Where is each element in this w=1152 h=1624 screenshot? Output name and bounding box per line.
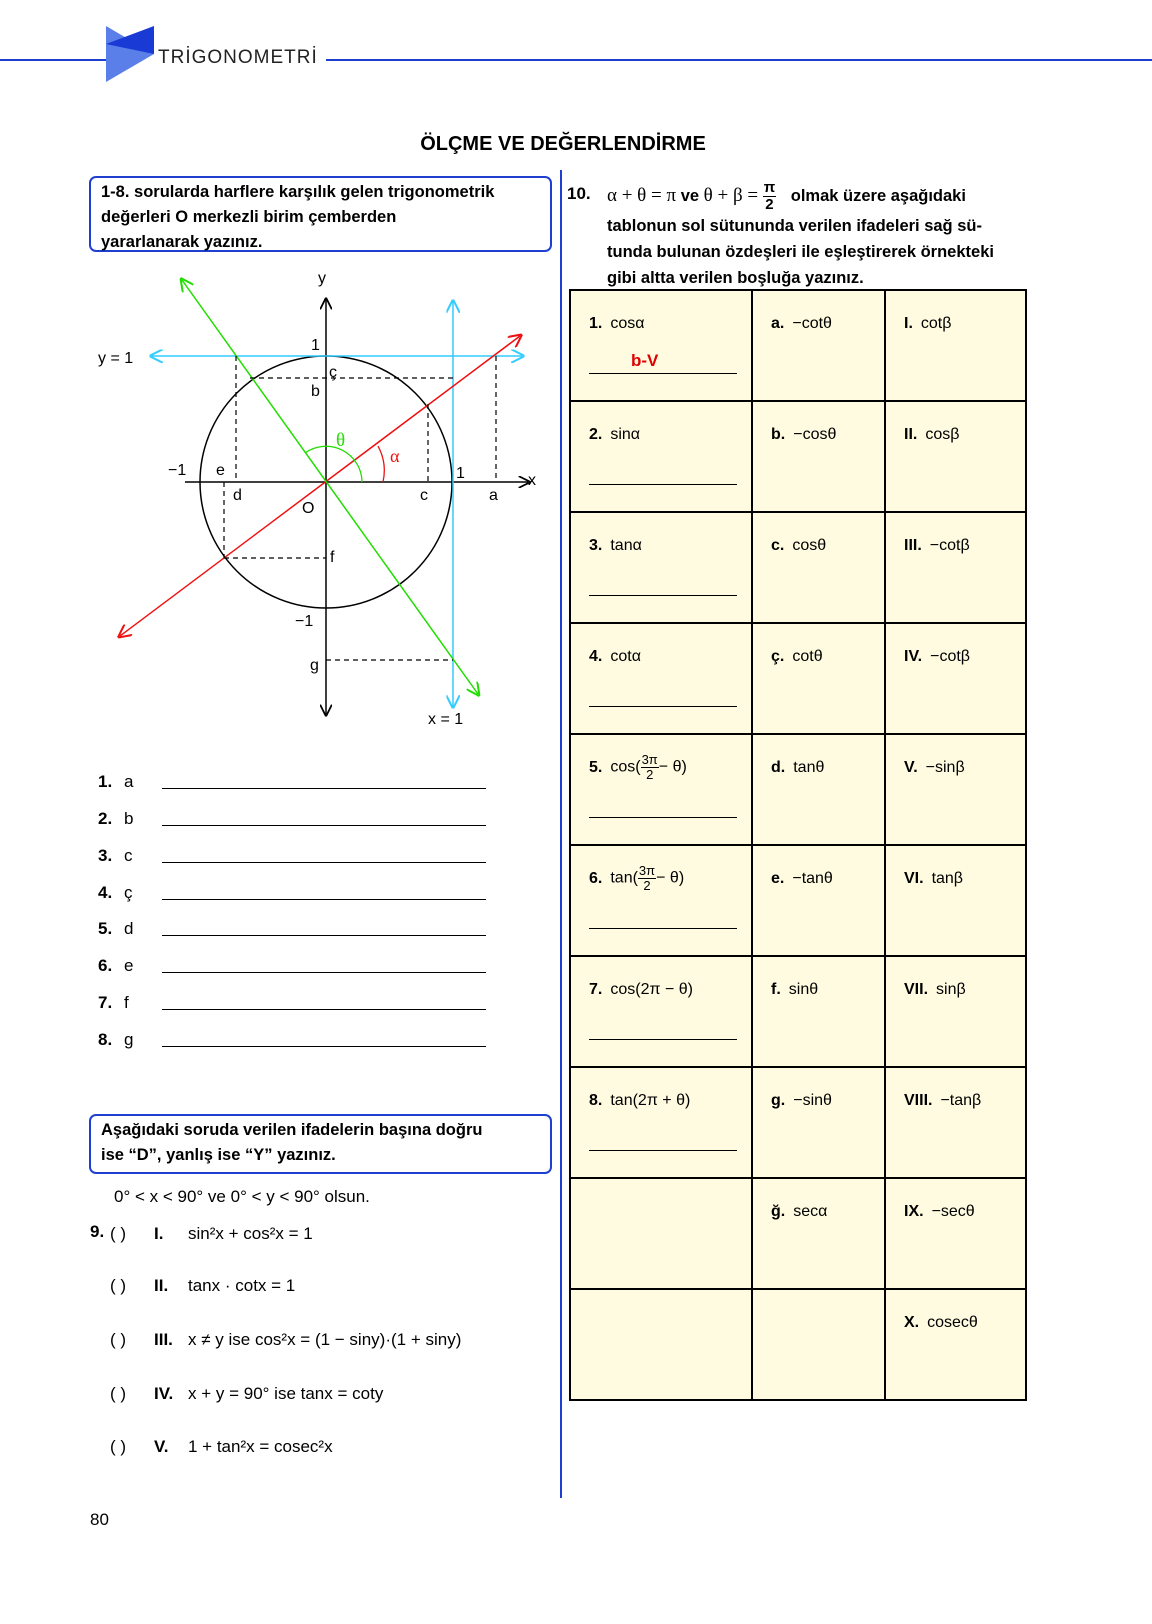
q9-condition: 0° < x < 90° ve 0° < y < 90° olsun. <box>114 1187 370 1206</box>
point-label-f: f <box>330 549 335 566</box>
table-cell-mid: c. cosθ <box>752 512 885 623</box>
answer-blank[interactable] <box>162 1046 486 1047</box>
question-item: 6. e <box>98 956 134 975</box>
example-answer: b-V <box>631 351 659 370</box>
answer-blank[interactable] <box>589 706 737 707</box>
answer-blank[interactable] <box>162 899 486 900</box>
point-label-cc: ç <box>329 364 337 381</box>
point-label-c: c <box>420 487 428 504</box>
point-label-b: b <box>311 383 320 400</box>
table-cell-mid: ç. cotθ <box>752 623 885 734</box>
question-item: 5. d <box>98 919 134 938</box>
answer-blank[interactable] <box>589 1150 737 1151</box>
point-label-a: a <box>489 487 498 504</box>
tick-minus-one-bottom: −1 <box>295 613 314 630</box>
theta-label: θ <box>336 430 346 451</box>
question-item: 3. c <box>98 846 133 865</box>
alpha-arc <box>378 446 384 482</box>
alpha-label: α <box>390 446 400 466</box>
table-cell-right: VI. tanβ <box>885 845 1026 956</box>
answer-blank[interactable] <box>589 817 737 818</box>
table-cell-left: 7. cos(2π − θ) <box>570 956 752 1067</box>
tick-minus-one-left: −1 <box>168 462 187 479</box>
tick-one-top: 1 <box>311 337 320 354</box>
table-cell-mid: a. −cotθ <box>752 290 885 401</box>
origin-label: O <box>302 500 315 517</box>
point-label-g: g <box>310 657 319 674</box>
table-cell-left: 6. tan( $\frac{3\pi}{2}$ − θ) <box>570 845 752 956</box>
q9-statement: ( ) V. 1 + tan²x = cosec²x <box>110 1437 333 1456</box>
answer-blank[interactable] <box>589 1039 737 1040</box>
point-label-d: d <box>233 487 242 504</box>
answer-blank[interactable] <box>162 862 486 863</box>
answer-blank[interactable] <box>162 972 486 973</box>
answer-blank[interactable] <box>589 595 737 596</box>
q10-text: α + θ = π ve θ + β = $\frac{\pi}{2}$ olmak üzere aşağıdaki tablonun sol sütununda verilen ifadeleri sağ sü- tunda bulunan özdeşleri ile eşleştirerek örnekteki gibi altta verilen boşluğa yazınız. <box>607 179 994 287</box>
y-axis-label: y <box>318 270 326 287</box>
answer-blank[interactable] <box>162 935 486 936</box>
question-item: 7. f <box>98 993 129 1012</box>
table-cell-left <box>570 1178 752 1289</box>
table-cell-left: 3. tanα <box>570 512 752 623</box>
table-cell-right: V. −sinβ <box>885 734 1026 845</box>
answer-blank[interactable] <box>162 1009 486 1010</box>
instruction-line: 1-8. sorularda harflere karşılık gelen trigonometrik <box>101 183 495 201</box>
instruction-line: yararlanarak yazınız. <box>101 233 263 251</box>
theta-line <box>182 280 478 694</box>
table-cell-right: VII. sinβ <box>885 956 1026 1067</box>
q9-statement: ( ) IV. x + y = 90° ise tanx = coty <box>110 1384 384 1403</box>
unit-circle-diagram <box>0 0 560 730</box>
page-number: 80 <box>90 1510 109 1529</box>
table-cell-right: II. cosβ <box>885 401 1026 512</box>
instruction-line: Aşağıdaki soruda verilen ifadelerin başına doğru <box>101 1121 483 1139</box>
answer-paren[interactable]: ( ) <box>110 1330 127 1349</box>
answer-blank[interactable] <box>162 825 486 826</box>
table-cell-left <box>570 1289 752 1400</box>
instruction-line: değerleri O merkezli birim çemberden <box>101 208 397 226</box>
table-cell-left: 4. cotα <box>570 623 752 734</box>
answer-paren[interactable]: ( ) <box>110 1437 127 1456</box>
table-cell-left: 5. cos( $\frac{3\pi}{2}$ − θ) <box>570 734 752 845</box>
table-cell-left: 2. sinα <box>570 401 752 512</box>
table-cell-right: IX. −secθ <box>885 1178 1026 1289</box>
table-cell-left: 8. tan(2π + θ) <box>570 1067 752 1178</box>
table-cell-mid <box>752 1289 885 1400</box>
table-cell-mid: d. tanθ <box>752 734 885 845</box>
tick-one-right: 1 <box>456 465 465 482</box>
table-cell-mid: f. sinθ <box>752 956 885 1067</box>
q9-statement: ( ) III. x ≠ y ise cos²x = (1 − siny)·(1 + siny) <box>110 1330 462 1349</box>
x-equals-1-label: x = 1 <box>428 711 464 728</box>
answer-blank[interactable] <box>589 928 737 929</box>
answer-paren[interactable]: ( ) <box>110 1224 127 1243</box>
table-cell-right: IV. −cotβ <box>885 623 1026 734</box>
table-cell-right: X. cosecθ <box>885 1289 1026 1400</box>
table-cell-right: III. −cotβ <box>885 512 1026 623</box>
column-divider <box>560 170 562 1498</box>
table-cell-mid: e. −tanθ <box>752 845 885 956</box>
table-cell-mid: ğ. secα <box>752 1178 885 1289</box>
q9-statement: ( ) I. sin²x + cos²x = 1 <box>110 1224 313 1243</box>
table-cell-right: VIII. −tanβ <box>885 1067 1026 1178</box>
question-item: 8. g <box>98 1030 134 1049</box>
x-axis-label: x <box>528 472 536 489</box>
instruction-line: ise “D”, yanlış ise “Y” yazınız. <box>101 1146 336 1164</box>
question-item: 2. b <box>98 809 134 828</box>
answer-blank[interactable] <box>589 484 737 485</box>
table-cell-mid: b. −cosθ <box>752 401 885 512</box>
q10-number: 10. <box>567 184 591 203</box>
header-section-title: TRİGONOMETRİ <box>158 47 318 68</box>
matching-table <box>569 289 1027 1401</box>
table-cell-mid: g. −sinθ <box>752 1067 885 1178</box>
q9-number: 9. <box>90 1222 105 1241</box>
table-cell-right: I. cotβ <box>885 290 1026 401</box>
question-item: 4. ç <box>98 883 133 902</box>
q9-statement: ( ) II. tanx · cotx = 1 <box>110 1276 296 1295</box>
answer-blank[interactable] <box>162 788 486 789</box>
instruction-box-2 <box>89 1114 552 1174</box>
answer-blank[interactable] <box>589 373 737 374</box>
y-equals-1-label: y = 1 <box>98 350 134 367</box>
point-label-e: e <box>216 462 225 479</box>
alpha-line <box>120 336 520 636</box>
answer-paren[interactable]: ( ) <box>110 1276 127 1295</box>
answer-paren[interactable]: ( ) <box>110 1384 127 1403</box>
pi-over-2-fraction: $\frac{\pi}{2}$ <box>763 179 776 213</box>
table-cell-left: 1. cosα b-V <box>570 290 752 401</box>
question-item: 1. a <box>98 772 134 791</box>
page-title: ÖLÇME VE DEĞERLENDİRME <box>420 133 706 155</box>
